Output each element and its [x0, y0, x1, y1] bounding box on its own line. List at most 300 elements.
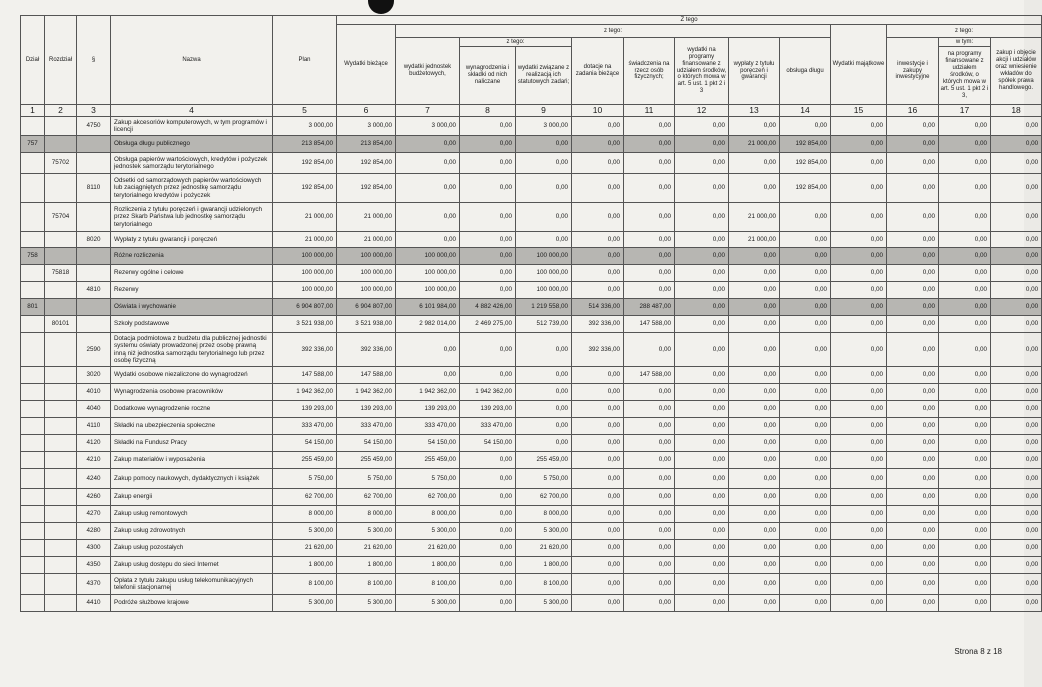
column-number: 1	[21, 105, 45, 117]
value-cell: 0,00	[780, 203, 831, 232]
table-row	[21, 232, 1042, 248]
value-cell: 0,00	[887, 136, 939, 153]
value-cell: 192 854,00	[780, 153, 831, 174]
value-cell: 514 336,00	[572, 299, 624, 316]
value-cell: 0,00	[991, 452, 1042, 469]
paragraf-cell	[77, 316, 111, 333]
value-cell: 0,00	[460, 117, 516, 136]
table-row	[21, 117, 1042, 136]
value-cell: 0,00	[460, 265, 516, 282]
value-cell: 0,00	[624, 523, 675, 540]
nazwa-cell: Różne rozliczenia	[111, 248, 273, 265]
paragraf-cell	[77, 299, 111, 316]
value-cell: 0,00	[831, 595, 887, 612]
rozdzial-cell	[45, 452, 77, 469]
nazwa-cell: Rezerwy ogólne i celowe	[111, 265, 273, 282]
value-cell: 5 300,00	[396, 523, 460, 540]
value-cell: 21 620,00	[396, 540, 460, 557]
nazwa-cell: Rezerwy	[111, 282, 273, 299]
nazwa-cell: Zakup materiałów i wyposażenia	[111, 452, 273, 469]
value-cell: 255 459,00	[516, 452, 572, 469]
nazwa-cell: Zakup usług pozostałych	[111, 540, 273, 557]
value-cell: 0,00	[939, 333, 991, 367]
dzial-cell	[21, 401, 45, 418]
value-cell: 0,00	[729, 418, 780, 435]
column-number: 9	[516, 105, 572, 117]
value-cell: 147 588,00	[624, 367, 675, 384]
value-cell: 0,00	[887, 489, 939, 506]
value-cell: 0,00	[831, 153, 887, 174]
value-cell: 0,00	[460, 153, 516, 174]
value-cell: 0,00	[729, 265, 780, 282]
value-cell: 0,00	[831, 117, 887, 136]
value-cell: 0,00	[939, 418, 991, 435]
column-number: 13	[729, 105, 780, 117]
value-cell: 0,00	[460, 557, 516, 574]
paragraf-cell: 4410	[77, 595, 111, 612]
value-cell: 0,00	[396, 136, 460, 153]
value-cell: 0,00	[572, 489, 624, 506]
col-inwestycje: inwestycje i zakupy inwestycyjne	[887, 38, 939, 105]
value-cell: 0,00	[831, 248, 887, 265]
paragraf-cell	[77, 136, 111, 153]
table-row	[21, 557, 1042, 574]
value-cell: 0,00	[780, 523, 831, 540]
table-header	[21, 16, 1042, 117]
value-cell: 5 300,00	[396, 595, 460, 612]
table-row	[21, 523, 1042, 540]
value-cell: 0,00	[780, 232, 831, 248]
paragraf-cell: 4260	[77, 489, 111, 506]
value-cell: 0,00	[887, 232, 939, 248]
value-cell: 0,00	[675, 316, 729, 333]
paragraf-cell: 4810	[77, 282, 111, 299]
value-cell: 0,00	[572, 174, 624, 203]
dzial-cell: 758	[21, 248, 45, 265]
value-cell: 0,00	[624, 469, 675, 489]
column-number: 4	[111, 105, 273, 117]
value-cell: 0,00	[939, 523, 991, 540]
value-cell: 392 336,00	[572, 316, 624, 333]
value-cell: 5 750,00	[516, 469, 572, 489]
col-z-tego-majatkowe: z tego:	[887, 25, 1042, 38]
paragraf-cell: 4110	[77, 418, 111, 435]
nazwa-cell: Dotacja podmiotowa z budżetu dla publicznej jednostki systemu oświaty prowadzonej przez osobę prawną inną niż jednostka samorządu terytorialnego lub przez osobę fizyczną	[111, 333, 273, 367]
paragraf-cell: 4270	[77, 506, 111, 523]
value-cell: 0,00	[460, 469, 516, 489]
value-cell: 0,00	[624, 489, 675, 506]
value-cell: 0,00	[675, 203, 729, 232]
value-cell: 0,00	[780, 282, 831, 299]
dzial-cell	[21, 574, 45, 595]
value-cell: 0,00	[624, 174, 675, 203]
value-cell: 0,00	[624, 557, 675, 574]
budget-table	[20, 15, 1042, 612]
rozdzial-cell	[45, 435, 77, 452]
value-cell: 0,00	[729, 174, 780, 203]
value-cell: 0,00	[572, 203, 624, 232]
dzial-cell: 801	[21, 299, 45, 316]
value-cell: 5 300,00	[273, 523, 337, 540]
value-cell: 3 000,00	[516, 117, 572, 136]
paragraf-cell: 8110	[77, 174, 111, 203]
value-cell: 0,00	[624, 282, 675, 299]
value-cell: 0,00	[991, 418, 1042, 435]
col-plan: Plan	[273, 16, 337, 105]
value-cell: 0,00	[675, 540, 729, 557]
column-number: 11	[624, 105, 675, 117]
col-z-tego-jednostek: z tego:	[460, 38, 572, 47]
dzial-cell	[21, 506, 45, 523]
rozdzial-cell	[45, 299, 77, 316]
table-row	[21, 489, 1042, 506]
paragraf-cell: 3020	[77, 367, 111, 384]
table-row	[21, 469, 1042, 489]
paragraf-cell: 4750	[77, 117, 111, 136]
value-cell: 0,00	[516, 384, 572, 401]
value-cell: 0,00	[991, 282, 1042, 299]
value-cell: 0,00	[729, 469, 780, 489]
value-cell: 62 700,00	[396, 489, 460, 506]
paragraf-cell: 4240	[77, 469, 111, 489]
value-cell: 0,00	[831, 540, 887, 557]
value-cell: 0,00	[887, 595, 939, 612]
value-cell: 147 588,00	[337, 367, 396, 384]
value-cell: 0,00	[831, 265, 887, 282]
table-row	[21, 401, 1042, 418]
value-cell: 0,00	[991, 153, 1042, 174]
column-number: 5	[273, 105, 337, 117]
value-cell: 0,00	[675, 506, 729, 523]
value-cell: 139 293,00	[337, 401, 396, 418]
value-cell: 0,00	[831, 506, 887, 523]
value-cell: 0,00	[729, 506, 780, 523]
paragraf-cell: 4280	[77, 523, 111, 540]
value-cell: 0,00	[939, 203, 991, 232]
value-cell: 0,00	[396, 174, 460, 203]
value-cell: 100 000,00	[396, 248, 460, 265]
nazwa-cell: Składki na Fundusz Pracy	[111, 435, 273, 452]
value-cell: 3 521 938,00	[337, 316, 396, 333]
col-paragraf: §	[77, 16, 111, 105]
value-cell: 255 459,00	[396, 452, 460, 469]
value-cell: 0,00	[675, 469, 729, 489]
value-cell: 0,00	[831, 435, 887, 452]
nazwa-cell: Wydatki osobowe niezaliczone do wynagrodzeń	[111, 367, 273, 384]
value-cell: 0,00	[939, 384, 991, 401]
table-row	[21, 452, 1042, 469]
rozdzial-cell	[45, 367, 77, 384]
value-cell: 0,00	[780, 333, 831, 367]
value-cell: 0,00	[675, 452, 729, 469]
value-cell: 0,00	[831, 136, 887, 153]
punch-hole	[368, 0, 394, 14]
value-cell: 0,00	[991, 333, 1042, 367]
dzial-cell	[21, 418, 45, 435]
value-cell: 333 470,00	[273, 418, 337, 435]
col-dzial: Dział	[21, 16, 45, 105]
value-cell: 0,00	[831, 401, 887, 418]
value-cell: 0,00	[939, 174, 991, 203]
value-cell: 0,00	[516, 435, 572, 452]
value-cell: 139 293,00	[273, 401, 337, 418]
value-cell: 5 750,00	[396, 469, 460, 489]
nazwa-cell: Składki na ubezpieczenia społeczne	[111, 418, 273, 435]
value-cell: 21 000,00	[729, 232, 780, 248]
col-wydatki-majatkowe: Wydatki majątkowe	[831, 25, 887, 105]
value-cell: 100 000,00	[396, 265, 460, 282]
value-cell: 1 942 362,00	[460, 384, 516, 401]
value-cell: 0,00	[887, 523, 939, 540]
dzial-cell	[21, 523, 45, 540]
dzial-cell	[21, 265, 45, 282]
value-cell: 0,00	[624, 117, 675, 136]
dzial-cell	[21, 117, 45, 136]
paragraf-cell	[77, 248, 111, 265]
value-cell: 1 942 362,00	[396, 384, 460, 401]
value-cell: 0,00	[729, 282, 780, 299]
rozdzial-cell	[45, 282, 77, 299]
value-cell: 21 000,00	[729, 203, 780, 232]
table-row	[21, 595, 1042, 612]
value-cell: 1 219 558,00	[516, 299, 572, 316]
column-number: 15	[831, 105, 887, 117]
value-cell: 0,00	[572, 557, 624, 574]
dzial-cell	[21, 469, 45, 489]
value-cell: 8 100,00	[273, 574, 337, 595]
value-cell: 288 487,00	[624, 299, 675, 316]
value-cell: 0,00	[991, 248, 1042, 265]
dzial-cell	[21, 435, 45, 452]
value-cell: 0,00	[729, 435, 780, 452]
value-cell: 54 150,00	[273, 435, 337, 452]
nazwa-cell: Szkoły podstawowe	[111, 316, 273, 333]
table-row	[21, 333, 1042, 367]
rozdzial-cell: 75702	[45, 153, 77, 174]
rozdzial-cell: 80101	[45, 316, 77, 333]
column-number: 12	[675, 105, 729, 117]
table-body	[21, 117, 1042, 612]
value-cell: 0,00	[780, 506, 831, 523]
paragraf-cell	[77, 265, 111, 282]
value-cell: 0,00	[939, 367, 991, 384]
value-cell: 0,00	[939, 153, 991, 174]
value-cell: 0,00	[780, 299, 831, 316]
value-cell: 54 150,00	[460, 435, 516, 452]
value-cell: 4 882 426,00	[460, 299, 516, 316]
value-cell: 0,00	[831, 418, 887, 435]
rozdzial-cell	[45, 574, 77, 595]
col-dotacje: dotacje na zadania bieżące	[572, 38, 624, 105]
value-cell: 0,00	[675, 265, 729, 282]
value-cell: 333 470,00	[460, 418, 516, 435]
value-cell: 5 750,00	[337, 469, 396, 489]
value-cell: 0,00	[675, 136, 729, 153]
value-cell: 0,00	[991, 136, 1042, 153]
value-cell: 0,00	[780, 595, 831, 612]
value-cell: 0,00	[624, 506, 675, 523]
value-cell: 3 521 938,00	[273, 316, 337, 333]
value-cell: 0,00	[729, 333, 780, 367]
table-row	[21, 153, 1042, 174]
value-cell: 139 293,00	[460, 401, 516, 418]
value-cell: 0,00	[572, 153, 624, 174]
value-cell: 0,00	[939, 469, 991, 489]
value-cell: 0,00	[460, 452, 516, 469]
value-cell: 0,00	[729, 452, 780, 469]
value-cell: 0,00	[780, 117, 831, 136]
value-cell: 0,00	[780, 265, 831, 282]
value-cell: 0,00	[887, 401, 939, 418]
col-poreczenia: wypłaty z tytułu poręczeń i gwarancji	[729, 38, 780, 105]
value-cell: 0,00	[780, 401, 831, 418]
value-cell: 0,00	[887, 557, 939, 574]
value-cell: 0,00	[460, 489, 516, 506]
value-cell: 392 336,00	[273, 333, 337, 367]
rozdzial-cell: 75818	[45, 265, 77, 282]
value-cell: 0,00	[939, 557, 991, 574]
value-cell: 0,00	[624, 232, 675, 248]
value-cell: 1 800,00	[396, 557, 460, 574]
value-cell: 512 739,00	[516, 316, 572, 333]
value-cell: 0,00	[991, 367, 1042, 384]
value-cell: 0,00	[624, 333, 675, 367]
value-cell: 0,00	[572, 540, 624, 557]
value-cell: 2 469 275,00	[460, 316, 516, 333]
value-cell: 0,00	[939, 506, 991, 523]
value-cell: 0,00	[516, 153, 572, 174]
value-cell: 8 000,00	[396, 506, 460, 523]
value-cell: 192 854,00	[273, 174, 337, 203]
value-cell: 0,00	[939, 401, 991, 418]
value-cell: 139 293,00	[396, 401, 460, 418]
value-cell: 21 620,00	[516, 540, 572, 557]
nazwa-cell: Zakup pomocy naukowych, dydaktycznych i książek	[111, 469, 273, 489]
col-obsluga-dlugu: obsługa długu	[780, 38, 831, 105]
rozdzial-cell: 75704	[45, 203, 77, 232]
value-cell: 192 854,00	[337, 174, 396, 203]
nazwa-cell: Zakup usług dostępu do sieci Internet	[111, 557, 273, 574]
value-cell: 392 336,00	[337, 333, 396, 367]
value-cell: 0,00	[516, 174, 572, 203]
dzial-cell	[21, 384, 45, 401]
value-cell: 100 000,00	[337, 248, 396, 265]
value-cell: 0,00	[991, 401, 1042, 418]
value-cell: 0,00	[939, 489, 991, 506]
value-cell: 0,00	[624, 153, 675, 174]
value-cell: 255 459,00	[337, 452, 396, 469]
table-row	[21, 203, 1042, 232]
value-cell: 0,00	[516, 203, 572, 232]
rozdzial-cell	[45, 117, 77, 136]
value-cell: 192 854,00	[273, 153, 337, 174]
value-cell: 100 000,00	[273, 282, 337, 299]
col-zadania-statutowe: wydatki związane z realizacją ich statutowych zadań;	[516, 47, 572, 105]
value-cell: 0,00	[572, 248, 624, 265]
value-cell: 0,00	[939, 136, 991, 153]
col-wydatki-biezace: Wydatki bieżące	[337, 25, 396, 105]
column-number-row	[21, 105, 1042, 117]
value-cell: 0,00	[729, 299, 780, 316]
value-cell: 0,00	[675, 117, 729, 136]
value-cell: 0,00	[887, 203, 939, 232]
value-cell: 0,00	[887, 265, 939, 282]
value-cell: 21 620,00	[337, 540, 396, 557]
value-cell: 0,00	[675, 232, 729, 248]
value-cell: 3 000,00	[337, 117, 396, 136]
dzial-cell	[21, 367, 45, 384]
value-cell: 0,00	[887, 506, 939, 523]
value-cell: 21 000,00	[337, 203, 396, 232]
value-cell: 0,00	[780, 384, 831, 401]
value-cell: 0,00	[516, 232, 572, 248]
value-cell: 0,00	[780, 248, 831, 265]
paragraf-cell: 4350	[77, 557, 111, 574]
value-cell: 0,00	[991, 540, 1042, 557]
value-cell: 0,00	[460, 203, 516, 232]
table-row	[21, 435, 1042, 452]
value-cell: 0,00	[780, 367, 831, 384]
value-cell: 0,00	[831, 452, 887, 469]
value-cell: 1 942 362,00	[337, 384, 396, 401]
value-cell: 0,00	[624, 452, 675, 469]
value-cell: 0,00	[572, 384, 624, 401]
value-cell: 54 150,00	[396, 435, 460, 452]
dzial-cell	[21, 232, 45, 248]
value-cell: 0,00	[729, 523, 780, 540]
value-cell: 0,00	[887, 435, 939, 452]
value-cell: 0,00	[396, 203, 460, 232]
rozdzial-cell	[45, 401, 77, 418]
value-cell: 0,00	[991, 574, 1042, 595]
value-cell: 1 800,00	[273, 557, 337, 574]
value-cell: 21 620,00	[273, 540, 337, 557]
value-cell: 0,00	[991, 523, 1042, 540]
paragraf-cell	[77, 153, 111, 174]
paragraf-cell: 4120	[77, 435, 111, 452]
col-wydatki-jednostek: wydatki jednostek budżetowych,	[396, 38, 460, 105]
value-cell: 0,00	[729, 316, 780, 333]
value-cell: 0,00	[460, 367, 516, 384]
table-row	[21, 540, 1042, 557]
value-cell: 62 700,00	[337, 489, 396, 506]
dzial-cell	[21, 203, 45, 232]
value-cell: 0,00	[675, 333, 729, 367]
column-number: 16	[887, 105, 939, 117]
dzial-cell	[21, 282, 45, 299]
paragraf-cell: 4040	[77, 401, 111, 418]
value-cell: 0,00	[675, 418, 729, 435]
value-cell: 0,00	[991, 265, 1042, 282]
value-cell: 5 300,00	[516, 595, 572, 612]
rozdzial-cell	[45, 232, 77, 248]
value-cell: 0,00	[780, 435, 831, 452]
value-cell: 0,00	[887, 174, 939, 203]
column-number: 18	[991, 105, 1042, 117]
value-cell: 213 854,00	[337, 136, 396, 153]
value-cell: 255 459,00	[273, 452, 337, 469]
paragraf-cell: 4370	[77, 574, 111, 595]
value-cell: 62 700,00	[516, 489, 572, 506]
value-cell: 0,00	[675, 367, 729, 384]
dzial-cell	[21, 316, 45, 333]
paragraf-cell: 2590	[77, 333, 111, 367]
value-cell: 0,00	[516, 136, 572, 153]
value-cell: 0,00	[572, 401, 624, 418]
table-row	[21, 174, 1042, 203]
value-cell: 0,00	[572, 469, 624, 489]
table-row	[21, 574, 1042, 595]
